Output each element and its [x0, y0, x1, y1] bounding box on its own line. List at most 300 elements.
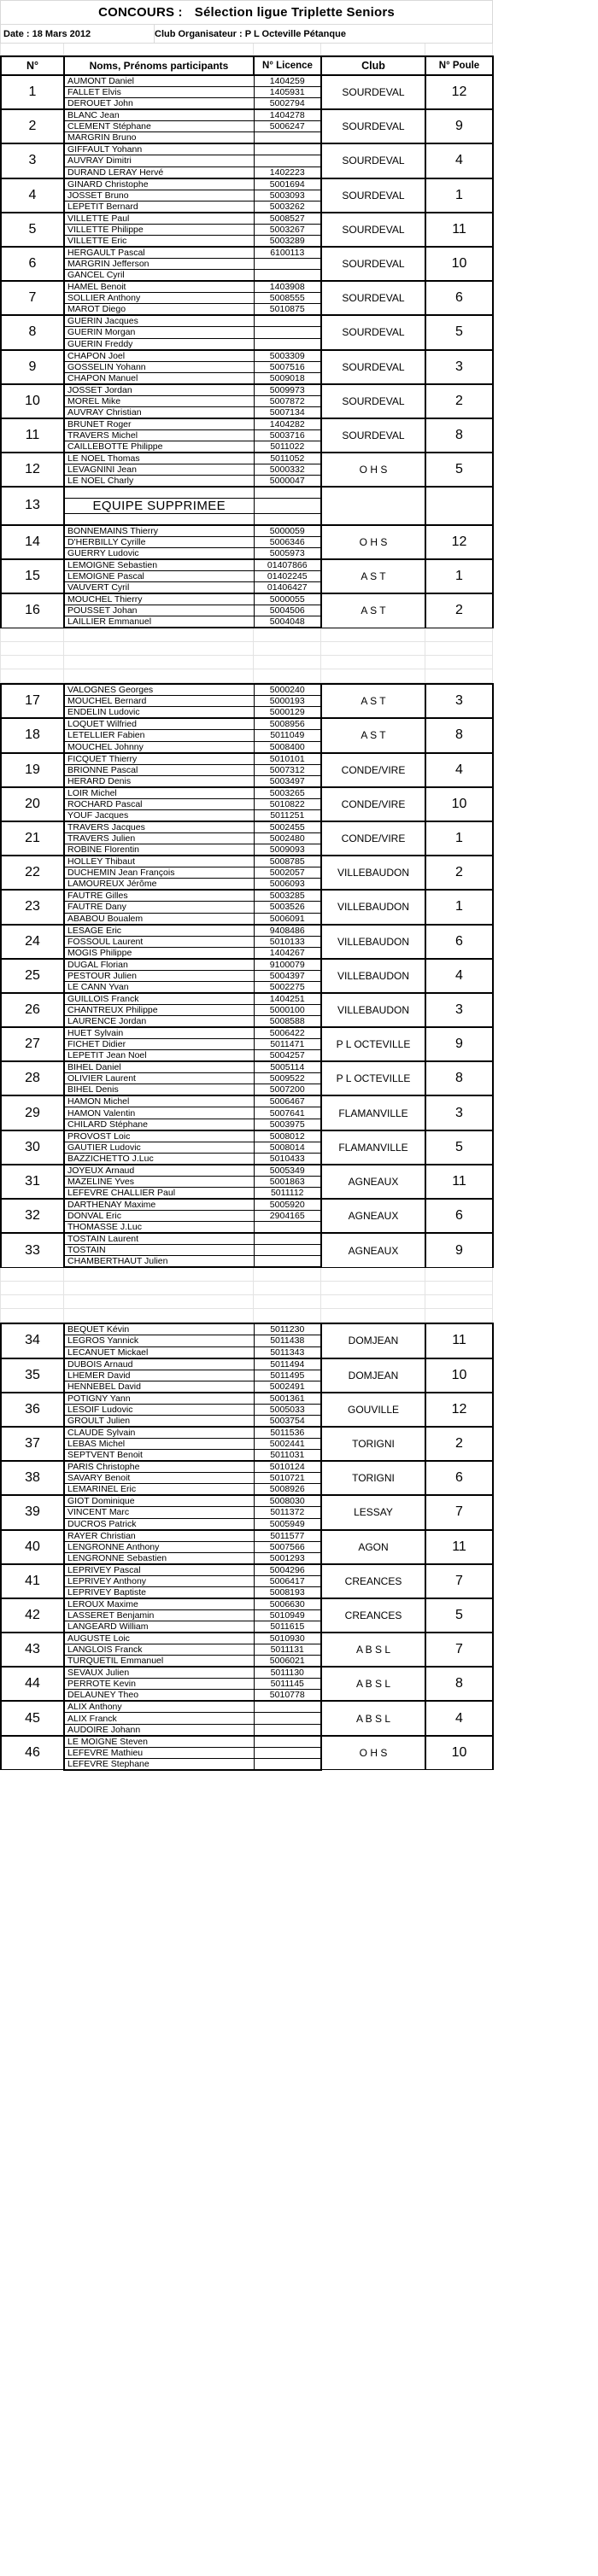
team-number-cell: 19 [1, 753, 64, 787]
team-club-cell: SOURDEVAL [321, 178, 425, 213]
player-name-cell: LEROUX Maxime [64, 1598, 254, 1610]
date-cell [1, 25, 155, 44]
team-number-cell: 34 [1, 1323, 64, 1358]
player-name-cell: LAILLIER Emmanuel [64, 616, 254, 628]
team-player-row [1, 1393, 493, 1405]
player-name-cell: GROULT Julien [64, 1415, 254, 1427]
player-licence-cell [254, 1724, 321, 1736]
player-name-cell: GUERRY Ludovic [64, 547, 254, 559]
player-name-cell: DURAND LERAY Hervé [64, 166, 254, 178]
player-licence-cell: 5008926 [254, 1484, 321, 1496]
player-name-cell: DELAUNEY Theo [64, 1690, 254, 1702]
team-number-cell: 23 [1, 890, 64, 924]
player-licence-cell: 5008400 [254, 741, 321, 753]
gap-cell [425, 1309, 493, 1323]
player-licence-cell: 5002794 [254, 98, 321, 110]
gap-cell [425, 669, 493, 683]
player-licence-cell: 5009018 [254, 372, 321, 384]
gap-cell [1, 1295, 64, 1309]
player-name-cell: LASSERET Benjamin [64, 1609, 254, 1621]
player-name-cell: DONVAL Eric [64, 1211, 254, 1222]
player-name-cell: BEQUET Kévin [64, 1323, 254, 1335]
team-number-cell: 12 [1, 453, 64, 487]
gap-cell [321, 1282, 425, 1295]
team-club-cell: GOUVILLE [321, 1393, 425, 1427]
team-number-cell: 38 [1, 1461, 64, 1495]
player-name-cell: PESTOUR Julien [64, 970, 254, 981]
player-name-cell: MAROT Diego [64, 304, 254, 316]
team-number-cell: 24 [1, 925, 64, 959]
player-licence-cell: 5006091 [254, 913, 321, 925]
team-player-row [1, 1233, 493, 1245]
player-name-cell: CHAPON Manuel [64, 372, 254, 384]
player-name-cell: MAZELINE Yves [64, 1176, 254, 1187]
team-player-row [1, 247, 493, 259]
player-name-cell: POTIGNY Yann [64, 1393, 254, 1405]
player-licence-cell: 5000100 [254, 1004, 321, 1015]
player-name-cell: FICQUET Thierry [64, 753, 254, 765]
team-number-cell: 5 [1, 213, 64, 247]
player-licence-cell: 5011130 [254, 1667, 321, 1679]
team-player-row [1, 1530, 493, 1542]
player-name-cell: SEVAUX Julien [64, 1667, 254, 1679]
player-name-cell: ALIX Franck [64, 1713, 254, 1724]
team-player-row [1, 1701, 493, 1713]
team-number-cell: 29 [1, 1095, 64, 1130]
gap-cell [254, 628, 321, 642]
team-club-cell: A B S L [321, 1633, 425, 1667]
team-player-row [1, 890, 493, 902]
player-licence-cell: 5004506 [254, 605, 321, 616]
team-poule-cell: 10 [425, 1358, 493, 1393]
player-name-cell: LAURENCE Jordan [64, 1016, 254, 1028]
team-number-cell: 3 [1, 143, 64, 178]
player-name-cell: TRAVERS Jacques [64, 821, 254, 833]
player-licence-cell: 5003716 [254, 429, 321, 441]
player-name-cell: VAUVERT Cyril [64, 582, 254, 594]
player-name-cell: THOMASSE J.Luc [64, 1222, 254, 1234]
player-licence-cell: 5004397 [254, 970, 321, 981]
team-number-cell: 15 [1, 559, 64, 593]
sections-root [0, 55, 598, 1771]
gap-cell [1, 1268, 64, 1282]
team-number-cell: 46 [1, 1736, 64, 1770]
player-name-cell: TURQUETIL Emmanuel [64, 1656, 254, 1668]
player-licence-cell: 6100113 [254, 247, 321, 259]
player-licence-cell [254, 1713, 321, 1724]
column-header-num: N° [1, 56, 64, 75]
team-club-cell: TORIGNI [321, 1427, 425, 1461]
player-name-cell: GUILLOIS Franck [64, 993, 254, 1005]
gap-cell [254, 669, 321, 683]
team-player-row [1, 1199, 493, 1211]
player-name-cell: LECANUET Mickael [64, 1346, 254, 1358]
team-club-cell: TORIGNI [321, 1461, 425, 1495]
player-name-cell: LENGRONNE Sebastien [64, 1552, 254, 1564]
player-name-cell: BIHEL Denis [64, 1084, 254, 1096]
team-club-cell: SOURDEVAL [321, 281, 425, 315]
team-number-cell: 28 [1, 1061, 64, 1095]
team-poule-cell: 3 [425, 993, 493, 1027]
team-player-row [1, 1736, 493, 1748]
team-player-row [1, 143, 493, 155]
team-poule-cell: 7 [425, 1564, 493, 1598]
team-club-cell: CONDE/VIRE [321, 821, 425, 856]
player-licence-cell: 5005973 [254, 547, 321, 559]
player-licence-cell: 9408486 [254, 925, 321, 937]
player-licence-cell: 1404282 [254, 418, 321, 430]
gap-cell [1, 1282, 64, 1295]
player-licence-cell: 5002275 [254, 981, 321, 993]
date-label: Date : [3, 28, 30, 39]
gap-cell [425, 642, 493, 656]
player-licence-cell: 1404259 [254, 75, 321, 87]
player-name-cell: LENGRONNE Anthony [64, 1541, 254, 1552]
player-licence-cell: 5010101 [254, 753, 321, 765]
player-licence-cell: 5004048 [254, 616, 321, 628]
player-licence-cell: 5011372 [254, 1507, 321, 1518]
team-player-row [1, 384, 493, 396]
team-number-cell: 16 [1, 593, 64, 628]
player-licence-cell: 5003267 [254, 224, 321, 235]
team-poule-cell: 9 [425, 109, 493, 143]
team-poule-cell: 8 [425, 418, 493, 453]
spacer-cell [425, 44, 493, 55]
player-name-cell: SOLLIER Anthony [64, 293, 254, 304]
spacer-cell [321, 44, 425, 55]
player-licence-cell: 5010930 [254, 1633, 321, 1644]
team-player-row [1, 1495, 493, 1507]
team-player-row [1, 684, 493, 696]
player-name-cell: HAMON Michel [64, 1095, 254, 1107]
team-club-cell: VILLEBAUDON [321, 993, 425, 1027]
player-name-cell: BIHEL Daniel [64, 1061, 254, 1073]
player-licence-cell: 5005114 [254, 1061, 321, 1073]
gap-cell [321, 656, 425, 669]
team-player-row [1, 593, 493, 605]
player-licence-cell: 5000059 [254, 525, 321, 537]
player-name-cell: CHAMBERTHAUT Julien [64, 1256, 254, 1268]
player-name-cell: LAMOUREUX Jérôme [64, 879, 254, 891]
player-licence-cell: 5011022 [254, 441, 321, 453]
player-name-cell: LE NOEL Thomas [64, 453, 254, 464]
player-licence-cell: 5010949 [254, 1609, 321, 1621]
gap-cell [64, 628, 254, 642]
team-club-cell: SOURDEVAL [321, 143, 425, 178]
player-licence-cell: 5010721 [254, 1473, 321, 1484]
player-name-cell: PROVOST Loic [64, 1130, 254, 1142]
team-poule-cell: 5 [425, 1130, 493, 1165]
player-licence-cell: 5008527 [254, 213, 321, 225]
player-licence-cell: 5007134 [254, 406, 321, 418]
player-name-cell: GUERIN Jacques [64, 315, 254, 327]
player-name-cell: GIFFAULT Yohann [64, 143, 254, 155]
team-number-cell: 17 [1, 684, 64, 718]
player-name-cell: HERGAULT Pascal [64, 247, 254, 259]
player-licence-cell: 5003265 [254, 787, 321, 799]
player-name-cell: BRUNET Roger [64, 418, 254, 430]
player-licence-cell: 5006422 [254, 1027, 321, 1039]
player-name-cell: LEBAS Michel [64, 1438, 254, 1449]
player-name-cell: VILLETTE Eric [64, 235, 254, 247]
gap-cell [425, 628, 493, 642]
player-name-cell: GAUTIER Ludovic [64, 1142, 254, 1153]
gap-cell [425, 656, 493, 669]
team-number-cell: 40 [1, 1530, 64, 1564]
player-licence-cell: 5003309 [254, 350, 321, 362]
player-name-cell: AUGUSTE Loic [64, 1633, 254, 1644]
player-name-cell: VILLETTE Paul [64, 213, 254, 225]
team-player-row [1, 753, 493, 765]
organizer-value: P L Octeville Pétanque [244, 28, 346, 39]
contest-label: CONCOURS : [98, 5, 183, 20]
player-name-cell: GINARD Christophe [64, 178, 254, 190]
team-player-row [1, 821, 493, 833]
player-licence-cell [254, 487, 321, 498]
player-licence-cell: 5008956 [254, 718, 321, 730]
team-number-cell: 45 [1, 1701, 64, 1735]
team-player-row [1, 525, 493, 537]
participants-table [0, 683, 494, 1268]
gap-cell [254, 656, 321, 669]
team-player-row [1, 213, 493, 225]
player-name-cell: HERARD Denis [64, 775, 254, 787]
player-licence-cell: 5007200 [254, 1084, 321, 1096]
participants-table [0, 55, 494, 628]
player-licence-cell: 5011230 [254, 1323, 321, 1335]
team-player-row [1, 418, 493, 430]
team-club-cell: SOURDEVAL [321, 109, 425, 143]
team-club-cell: A B S L [321, 1701, 425, 1735]
team-poule-cell: 11 [425, 1323, 493, 1358]
player-licence-cell: 5005349 [254, 1165, 321, 1177]
team-number-cell: 31 [1, 1165, 64, 1199]
gap-cell [254, 1295, 321, 1309]
team-club-cell: SOURDEVAL [321, 213, 425, 247]
player-name-cell: DEROUET John [64, 98, 254, 110]
team-club-cell: DOMJEAN [321, 1323, 425, 1358]
player-name-cell: LOQUET Wilfried [64, 718, 254, 730]
gap-cell [1, 628, 64, 642]
player-licence-cell [254, 1736, 321, 1748]
player-licence-cell [254, 327, 321, 338]
player-licence-cell: 5010822 [254, 798, 321, 809]
player-licence-cell: 5003975 [254, 1119, 321, 1130]
player-name-cell: LHEMER David [64, 1370, 254, 1381]
player-licence-cell: 5007516 [254, 361, 321, 372]
player-licence-cell: 5010133 [254, 936, 321, 947]
player-licence-cell: 5003262 [254, 201, 321, 213]
player-name-cell: LE NOEL Charly [64, 476, 254, 488]
player-name-cell: VINCENT Marc [64, 1507, 254, 1518]
team-player-row [1, 1358, 493, 1370]
player-name-cell: BRIONNE Pascal [64, 764, 254, 775]
team-player-row [1, 856, 493, 867]
player-name-cell: GUERIN Freddy [64, 338, 254, 350]
team-club-cell: O H S [321, 453, 425, 487]
player-licence-cell: 5003754 [254, 1415, 321, 1427]
team-poule-cell: 12 [425, 525, 493, 559]
player-licence-cell: 5003093 [254, 190, 321, 201]
player-licence-cell [254, 1747, 321, 1758]
team-poule-cell: 6 [425, 1461, 493, 1495]
player-name-cell: D'HERBILLY Cyrille [64, 536, 254, 547]
gap-cell [64, 656, 254, 669]
team-poule-cell: 12 [425, 75, 493, 109]
player-licence-cell: 9100079 [254, 959, 321, 971]
player-name-cell: ROCHARD Pascal [64, 798, 254, 809]
team-club-cell: A S T [321, 684, 425, 718]
spacer-cell [254, 44, 321, 55]
player-licence-cell: 5006346 [254, 536, 321, 547]
player-licence-cell [254, 258, 321, 269]
player-name-cell: JOYEUX Arnaud [64, 1165, 254, 1177]
player-name-cell: SEPTVENT Benoit [64, 1450, 254, 1462]
team-poule-cell: 2 [425, 384, 493, 418]
player-name-cell: FAUTRE Gilles [64, 890, 254, 902]
team-club-cell: CREANCES [321, 1598, 425, 1633]
team-number-cell: 10 [1, 384, 64, 418]
player-name-cell: CAILLEBOTTE Philippe [64, 441, 254, 453]
gap-cell [254, 1309, 321, 1323]
player-name-cell: AUVRAY Christian [64, 406, 254, 418]
player-licence-cell: 5001694 [254, 178, 321, 190]
player-name-cell: LEPETIT Bernard [64, 201, 254, 213]
player-name-cell: LEFEVRE Stephane [64, 1758, 254, 1770]
gap-cell [321, 669, 425, 683]
gap-row [1, 656, 493, 669]
player-name-cell: MOUCHEL Thierry [64, 593, 254, 605]
player-licence-cell: 5011495 [254, 1370, 321, 1381]
spacer-row [1, 44, 493, 55]
player-licence-cell: 5003285 [254, 890, 321, 902]
player-name-cell: LEGROS Yannick [64, 1335, 254, 1346]
team-number-cell: 39 [1, 1495, 64, 1529]
player-licence-cell: 5011471 [254, 1039, 321, 1050]
team-player-row [1, 1027, 493, 1039]
player-name-cell: LANGEARD William [64, 1621, 254, 1633]
player-licence-cell: 5006467 [254, 1095, 321, 1107]
player-licence-cell: 5002057 [254, 867, 321, 879]
player-licence-cell: 5011536 [254, 1427, 321, 1439]
team-club-cell: SOURDEVAL [321, 418, 425, 453]
player-name-cell: POUSSET Johan [64, 605, 254, 616]
team-club-cell: FLAMANVILLE [321, 1130, 425, 1165]
player-licence-cell: 5011577 [254, 1530, 321, 1542]
player-licence-cell [254, 143, 321, 155]
player-licence-cell: 5008030 [254, 1495, 321, 1507]
gap-cell [254, 1282, 321, 1295]
player-licence-cell: 5011438 [254, 1335, 321, 1346]
player-name-cell: LANGLOIS Franck [64, 1644, 254, 1656]
player-licence-cell [254, 513, 321, 524]
team-player-row [1, 315, 493, 327]
player-licence-cell: 5010778 [254, 1690, 321, 1702]
player-licence-cell [254, 155, 321, 166]
team-club-cell: VILLEBAUDON [321, 925, 425, 959]
player-licence-cell: 1402223 [254, 166, 321, 178]
player-licence-cell: 5008193 [254, 1586, 321, 1598]
team-number-cell: 9 [1, 350, 64, 384]
player-licence-cell: 5009522 [254, 1073, 321, 1084]
team-club-cell: P L OCTEVILLE [321, 1061, 425, 1095]
gap-cell [64, 642, 254, 656]
team-club-cell: SOURDEVAL [321, 315, 425, 349]
team-club-cell: A S T [321, 593, 425, 628]
team-poule-cell: 2 [425, 1427, 493, 1461]
player-licence-cell: 5008014 [254, 1142, 321, 1153]
player-name-cell: PARIS Christophe [64, 1461, 254, 1473]
team-poule-cell: 4 [425, 959, 493, 993]
team-player-row [1, 1165, 493, 1177]
team-player-row [1, 993, 493, 1005]
player-licence-cell: 5000240 [254, 684, 321, 696]
player-name-cell: MARGRIN Bruno [64, 132, 254, 144]
team-number-cell: 8 [1, 315, 64, 349]
team-club-cell: VILLEBAUDON [321, 856, 425, 890]
player-licence-cell: 1404251 [254, 993, 321, 1005]
team-club-cell: SOURDEVAL [321, 75, 425, 109]
team-number-cell: 36 [1, 1393, 64, 1427]
player-name-cell [64, 487, 254, 498]
player-licence-cell: 5005033 [254, 1404, 321, 1415]
team-poule-cell: 6 [425, 1199, 493, 1233]
player-licence-cell: 5003497 [254, 775, 321, 787]
team-player-row [1, 959, 493, 971]
player-name-cell: CHAPON Joel [64, 350, 254, 362]
player-name-cell: BONNEMAINS Thierry [64, 525, 254, 537]
date-value: 18 Mars 2012 [32, 28, 91, 39]
team-number-cell: 26 [1, 993, 64, 1027]
team-poule-cell: 3 [425, 350, 493, 384]
player-licence-cell: 01407866 [254, 559, 321, 571]
date-row [1, 25, 493, 44]
player-licence-cell: 5011049 [254, 730, 321, 741]
player-licence-cell: 1404267 [254, 947, 321, 959]
team-deleted-label: EQUIPE SUPPRIMEE [64, 498, 254, 513]
team-poule-cell: 4 [425, 1701, 493, 1735]
player-licence-cell: 5006021 [254, 1656, 321, 1668]
player-name-cell: LEMOIGNE Pascal [64, 570, 254, 581]
team-club-cell: AGNEAUX [321, 1233, 425, 1267]
player-licence-cell: 5009973 [254, 384, 321, 396]
contest-name: Sélection ligue Triplette Seniors [194, 5, 395, 20]
gap-cell [1, 642, 64, 656]
player-name-cell: VALOGNES Georges [64, 684, 254, 696]
team-player-row [1, 1323, 493, 1335]
team-number-cell: 7 [1, 281, 64, 315]
team-club-cell: P L OCTEVILLE [321, 1027, 425, 1061]
team-club-cell: A B S L [321, 1667, 425, 1701]
team-number-cell: 27 [1, 1027, 64, 1061]
team-poule-cell: 3 [425, 1095, 493, 1130]
player-licence-cell: 5006417 [254, 1575, 321, 1586]
gap-cell [1, 669, 64, 683]
team-player-row [1, 1095, 493, 1107]
player-name-cell: MOUCHEL Johnny [64, 741, 254, 753]
team-player-row [1, 1598, 493, 1610]
organizer-label: Club Organisateur : [155, 28, 243, 39]
team-number-cell: 13 [1, 487, 64, 524]
player-licence-cell [254, 132, 321, 144]
team-number-cell: 42 [1, 1598, 64, 1633]
document-header [0, 0, 493, 44]
player-licence-cell: 5011052 [254, 453, 321, 464]
team-poule-cell: 10 [425, 247, 493, 281]
player-name-cell: LEFEVRE Mathieu [64, 1747, 254, 1758]
player-name-cell: DARTHENAY Maxime [64, 1199, 254, 1211]
player-name-cell: LOIR Michel [64, 787, 254, 799]
